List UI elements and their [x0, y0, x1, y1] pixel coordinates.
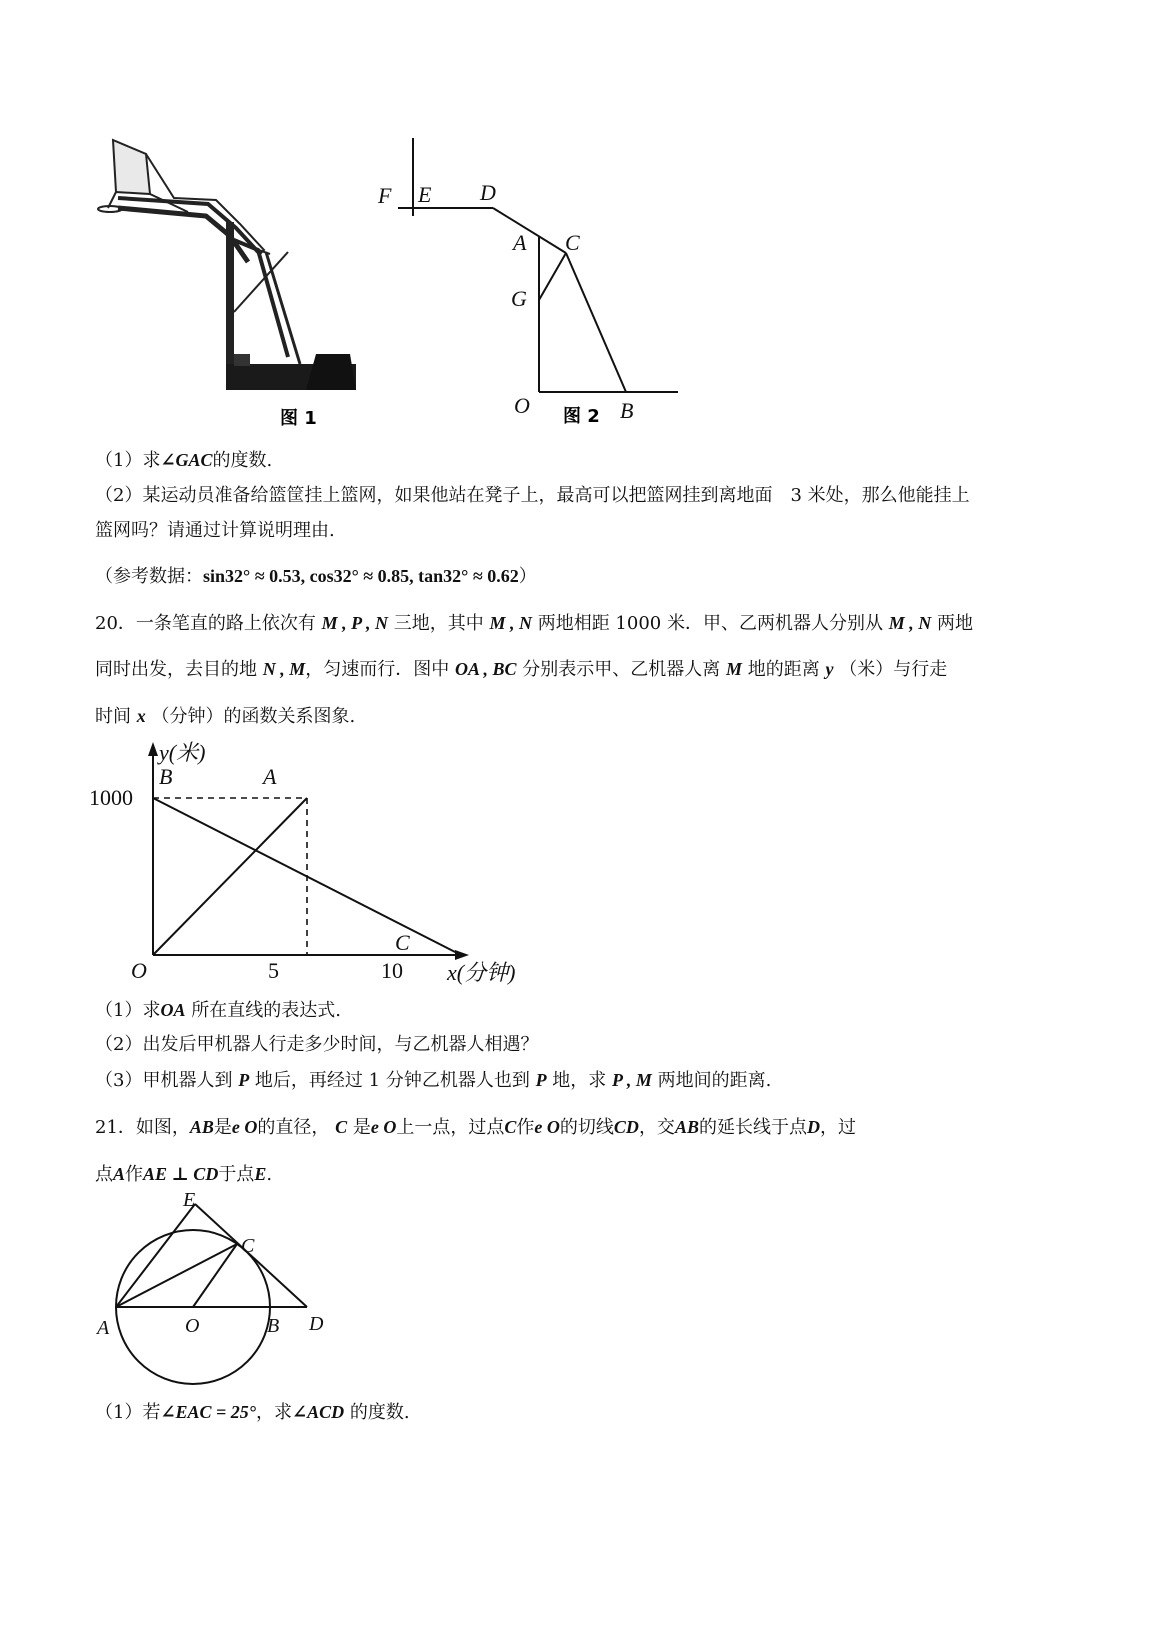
basketball-stand-drawing: [98, 140, 356, 390]
segment-OC: [193, 1244, 237, 1307]
segment-CB: [566, 253, 626, 392]
q19-reference-data: （参考数据：sin32° ≈ 0.53, cos32° ≈ 0.85, tan32° ≈ 0.62）: [95, 566, 537, 587]
q20-stem-line1: 20．一条笔直的路上依次有 M , P , N 三地，其中 M , N 两地相距 1000 米．甲、乙两机器人分别从 M , N 两地: [95, 613, 973, 634]
q20-part2: （2）出发后甲机器人行走多少时间，与乙机器人相遇？: [95, 1034, 539, 1055]
q21-stem-line2: 点A作AE ⊥ CD于点E.: [95, 1164, 273, 1185]
q20-stem-line2: 同时出发，去目的地 N , M，匀速而行．图中 OA , BC 分别表示甲、乙机器人离 M 地的距离 y （米）与行走: [95, 659, 948, 680]
trig-values: sin32° ≈ 0.53, cos32° ≈ 0.85, tan32° ≈ 0.62: [203, 566, 519, 586]
y-axis-label: y(米): [159, 740, 206, 765]
label-A: A: [513, 230, 527, 255]
point-label-B: B: [159, 764, 173, 789]
x-axis-label: x(分钟): [447, 960, 516, 985]
y-tick-1000: 1000: [89, 785, 133, 810]
series-line-OA: [153, 798, 307, 955]
figure-1-basketball-stand: [88, 132, 368, 432]
q20-part3: （3）甲机器人到 P 地后，再经过 1 分钟乙机器人也到 P 地，求 P , M 两地间的距离.: [95, 1070, 772, 1091]
label-D: D: [480, 180, 496, 205]
figure-2-schematic: [368, 130, 688, 430]
segment-DC: [493, 208, 566, 253]
segment-AE: [116, 1204, 195, 1307]
q19-part1: （1）求∠GAC的度数.: [95, 450, 273, 471]
label-A: A: [97, 1317, 110, 1339]
label-D: D: [309, 1313, 324, 1335]
x-tick-5: 5: [268, 958, 279, 983]
x-tick-10: 10: [381, 958, 403, 983]
y-axis-arrow: [148, 742, 158, 756]
q21-circle-figure: [95, 1192, 345, 1392]
label-E: E: [183, 1192, 196, 1211]
label-C: C: [241, 1235, 255, 1257]
q20-distance-time-chart: [85, 740, 545, 995]
angle-GAC: ∠GAC: [160, 450, 213, 470]
point-label-C: C: [395, 930, 410, 955]
label-G: G: [511, 286, 527, 311]
q20-stem-line3: 时间 x （分钟）的函数关系图象.: [95, 706, 356, 727]
q21-part1: （1）若∠EAC = 25°，求∠ACD 的度数.: [95, 1402, 410, 1423]
q20-part1: （1）求OA 所在直线的表达式.: [95, 1000, 341, 1021]
point-label-A: A: [263, 764, 277, 789]
label-O: O: [514, 393, 530, 418]
label-C: C: [565, 230, 580, 255]
label-E: E: [418, 182, 432, 207]
q21-stem-line1: 21．如图，AB是e O的直径， C 是e O上一点，过点C作e O的切线CD，交AB的延长线于点D，过: [95, 1117, 856, 1138]
segment-AC: [116, 1244, 237, 1307]
label-B: B: [620, 398, 634, 423]
label-O: O: [185, 1315, 200, 1337]
label-F: F: [378, 183, 392, 208]
figure-1-caption: 图 1: [280, 408, 317, 429]
segment-GC: [539, 253, 566, 300]
label-B: B: [267, 1315, 280, 1337]
figure-2-caption: 图 2: [563, 406, 600, 427]
x-axis-arrow: [455, 950, 469, 960]
q19-part2-line1: （2）某运动员准备给篮筐挂上篮网，如果他站在凳子上，最高可以把篮网挂到离地面 3 米处，那么他能挂上: [95, 485, 970, 506]
q19-part2-line2: 篮网吗？请通过计算说明理由.: [95, 520, 335, 541]
origin-label: O: [131, 958, 147, 983]
